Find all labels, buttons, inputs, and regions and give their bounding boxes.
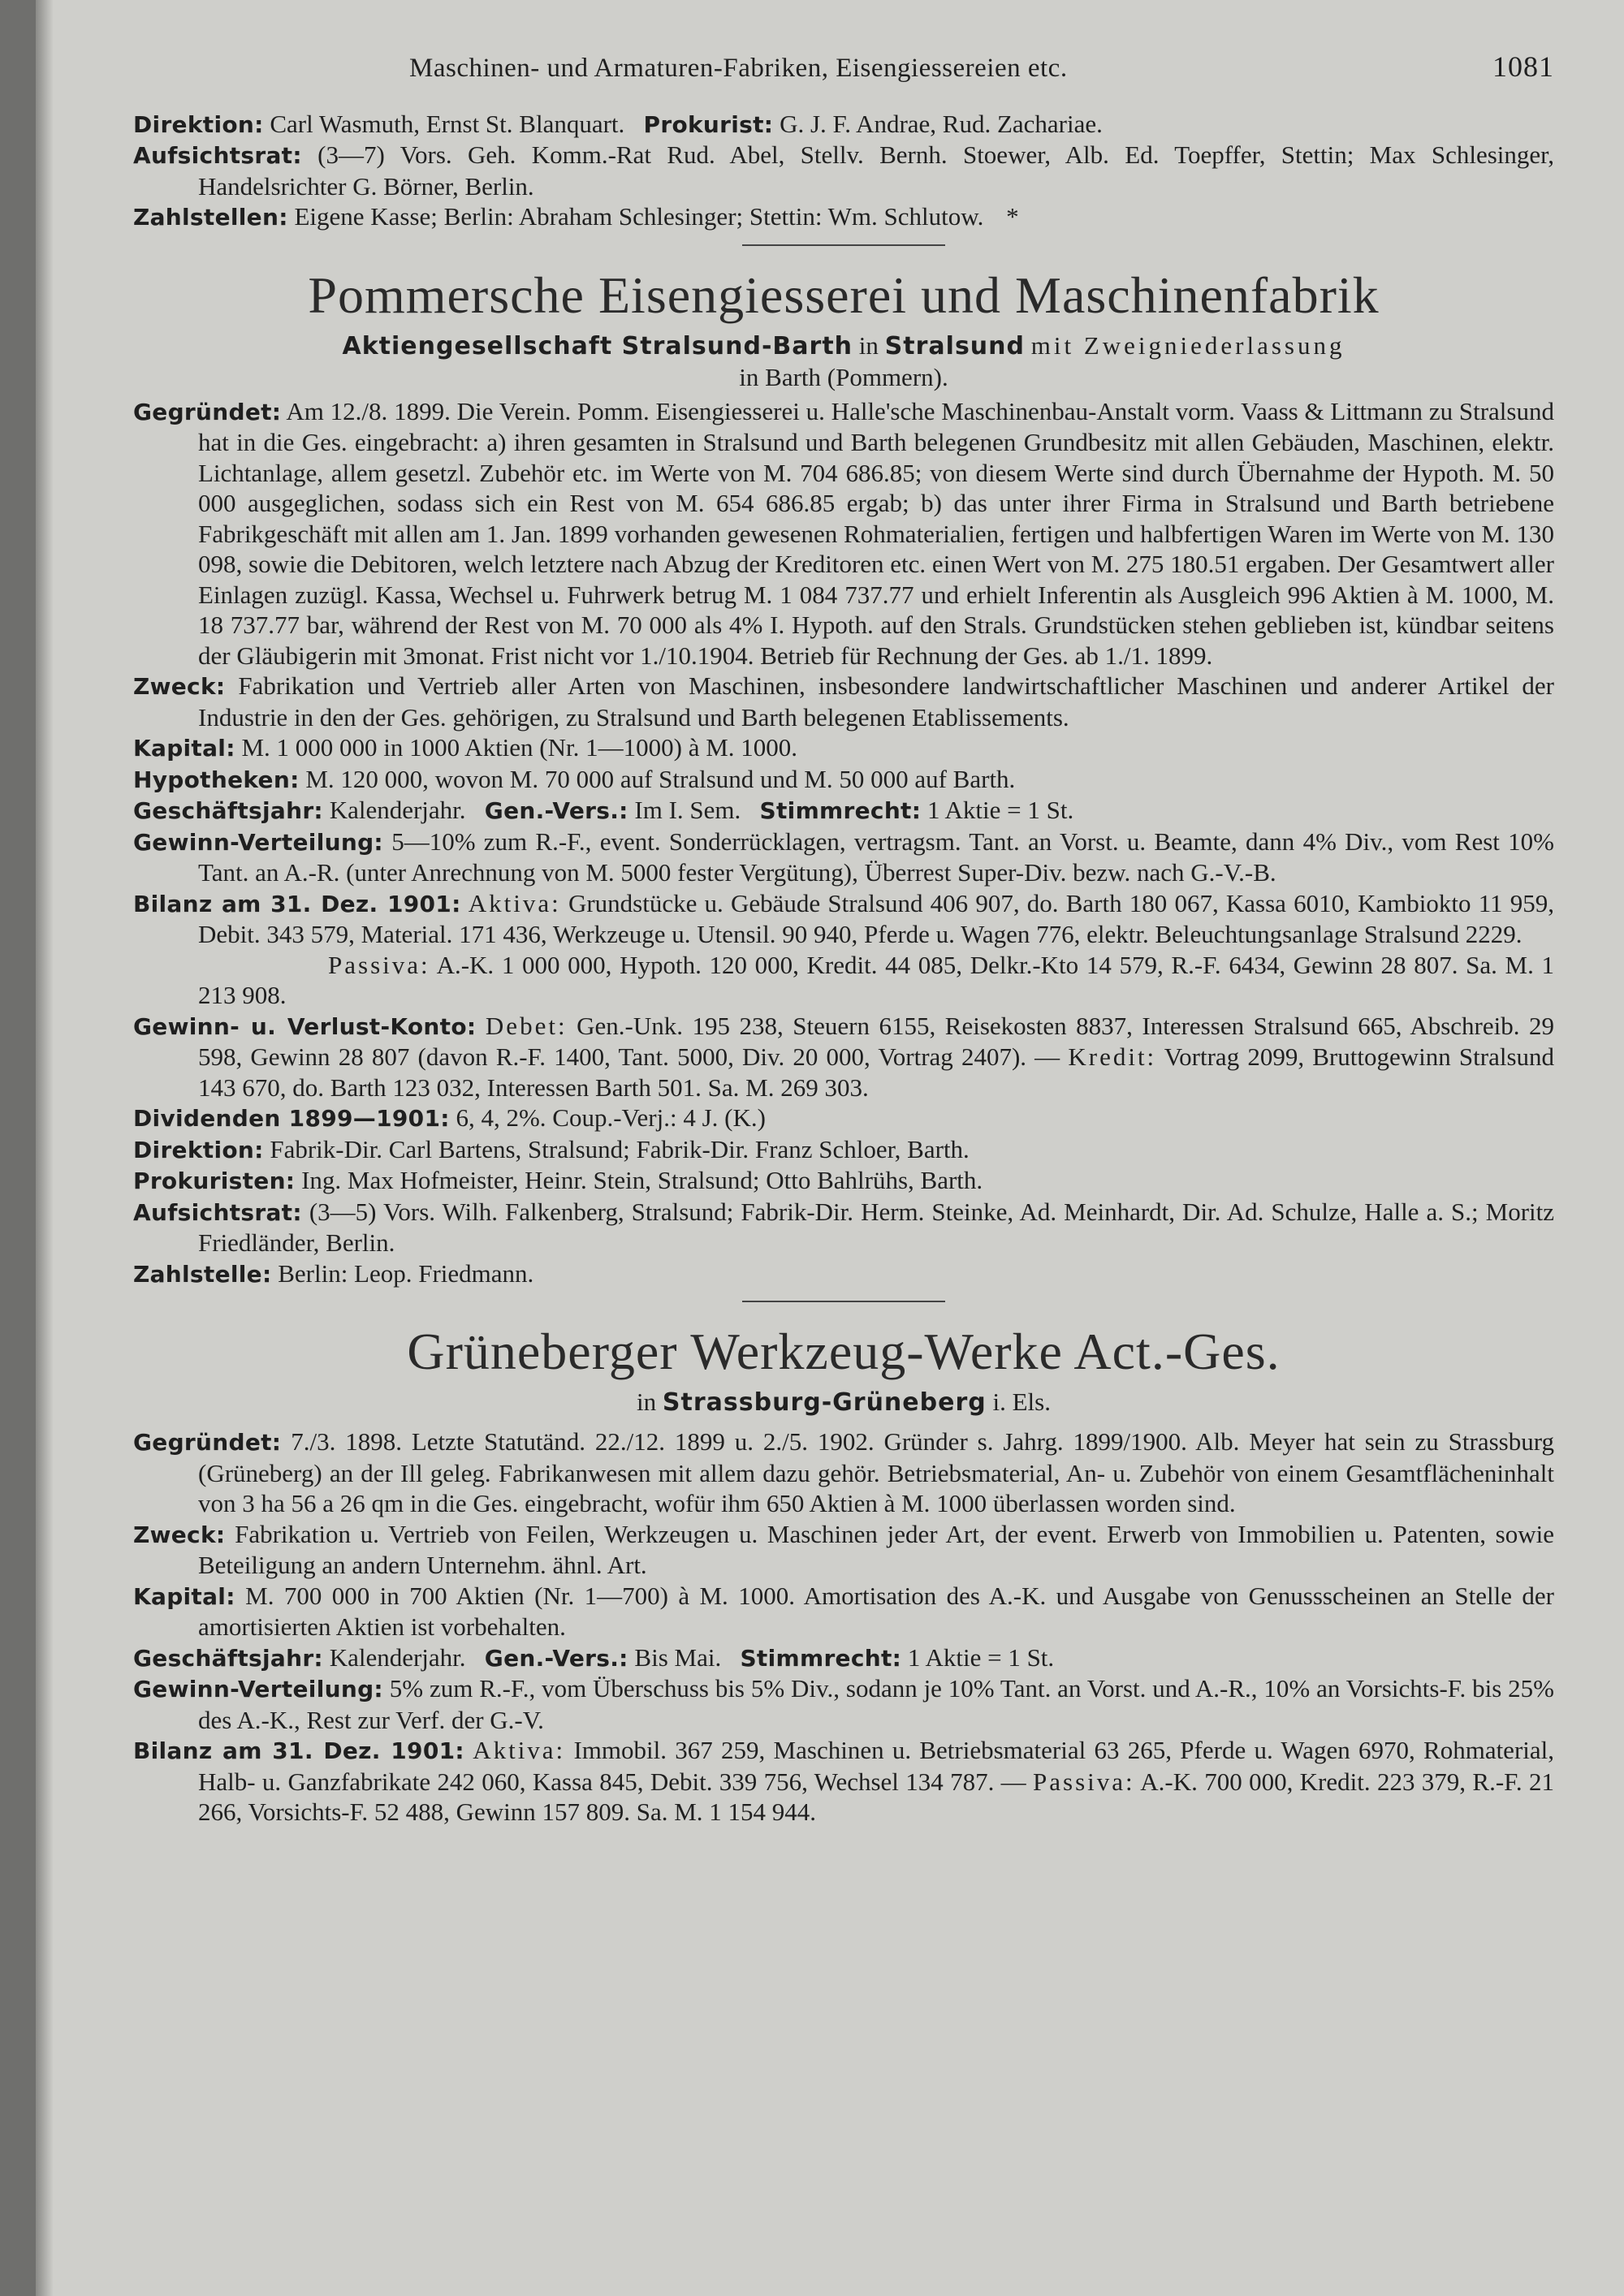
section-divider-2 xyxy=(742,1301,945,1302)
bilanz-entry: Bilanz am 31. Dez. 1901: Aktiva: Grundstücke u. Gebäude Stralsund 406 907, do. Barth 180 067, Kassa 6010, Kambiokto 11 959, Debit. 343 579, Material. 171 436, Werkzeuge u. Utensil. 90 940, Pferde u. Wagen 776, elektr. Beleuchtungsanlage Stralsund 2229. xyxy=(133,888,1554,948)
running-head-title: Maschinen- und Armaturen-Fabriken, Eisengiessereien etc. xyxy=(409,54,1068,83)
zweck-entry: Zweck: Fabrikation und Vertrieb aller Arten von Maschinen, insbesondere landwirtschaftlicher Maschinen und anderer Artikel der Industrie in den der Ges. gehörigen, zu Stralsund und Barth belegenen Etablissements. xyxy=(133,671,1554,732)
page-number: 1081 xyxy=(1492,50,1554,83)
gewinn-verteilung-entry: Gewinn-Verteilung: 5—10% zum R.-F., event. Sonderrücklagen, vertragsm. Tant. an Vorst. u. Beamte, dann 4% Div., vom Rest 10% Tant. an A.-R. (unter Anrechnung von M. 5000 fester Vergütung), Überrest Super-Div. bezw. nach G.-V.-B. xyxy=(133,826,1555,887)
company-subtitle-location: in Barth (Pommern). xyxy=(739,362,948,391)
c2-gewinn-verteilung-entry: Gewinn-Verteilung: 5% zum R.-F., vom Überschuss bis 5% Div., sodann je 10% Tant. an Vorst. und A.-R., 10% an Vorsichts-F. bis 25% des A.-K., Rest zur Verf. der G.-V. xyxy=(133,1674,1555,1734)
direktion-entry: Direktion: Fabrik-Dir. Carl Bartens, Stralsund; Fabrik-Dir. Franz Schloer, Barth. xyxy=(133,1134,970,1163)
dividenden-entry: Dividenden 1899—1901: 6, 4, 2%. Coup.-Verj.: 4 J. (K.) xyxy=(133,1103,766,1132)
page-edge-shadow xyxy=(36,0,54,2296)
company2-subtitle: in Strassburg-Grüneberg i. Els. xyxy=(637,1388,1051,1417)
asterisk-mark: * xyxy=(1006,202,1019,231)
company-title-pommersche: Pommersche Eisengiesserei und Maschinenfabrik xyxy=(308,265,1380,324)
hypotheken-entry: Hypotheken: M. 120 000, wovon M. 70 000 auf Stralsund und M. 50 000 auf Barth. xyxy=(133,764,1016,793)
guv-entry: Gewinn- u. Verlust-Konto: Debet: Gen.-Unk. 195 238, Steuern 6155, Reisekosten 8837, Interessen Stralsund 665, Abschreib. 29 598, Gewinn 28 807 (davon R.-F. 1400, Tant. 5000, Div. 20 000, Vortrag 2407). — Kredit: Vortrag 2099, Bruttogewinn Stralsund 143 670, do. Barth 123 032, Interessen Barth 501. Sa. M. 269 303. xyxy=(133,1011,1555,1102)
gegruendet-entry: Gegründet: Am 12./8. 1899. Die Verein. Pomm. Eisengiesserei u. Halle'sche Maschinenbau-Anstalt vorm. Vaass & Littmann zu Stralsund hat in die Ges. eingebracht: a) ihren gesamten in Stralsund und Barth belegenen Grundbesitz mit allen Gebäuden, Maschinen, elektr. Lichtanlage, allem gesetzl. Zubehör etc. im Werte von M. 704 686.85; von diesem Werte sind durch Übernahme der Hypoth. M. 50 000 ausgeglichen, sodass sich ein Rest von M. 654 686.85 ergab; b) das unter ihrer Firma in Stralsund und Barth betriebene Fabrikgeschäft mit allen am 1. Jan. 1899 vorhanden gewesenen Rohmaterialien, fertigen und halbfertigen Waren im Werte von M. 130 098, sowie die Debitoren, welch letztere nach Abzug der Kreditoren etc. einen Wert von M. 275 180.51 ergaben. Der Gesamtwert aller Einlagen zuzügl. Kassa, Wechsel u. Fuhrwerk betrug M. 1 084 737.77 und erhielt Inferentin als Ausgleich 996 Aktien à M. 1000, M. 18 737.77 bar, während der Rest von M. 70 000 als 4% I. Hypoth. auf den Strals. Grundstücken stehen geblieben ist, kündbar seitens der Gläubigerin mit 3monat. Frist nicht vor 1./10.1904. Betrieb für Rechnung der Ges. ab 1./1. 1899. xyxy=(133,396,1554,670)
prev-direktion: Direktion: Carl Wasmuth, Ernst St. Blanquart. Prokurist: G. J. F. Andrae, Rud. Zachariae. xyxy=(133,109,1103,138)
kapital-entry: Kapital: M. 1 000 000 in 1000 Aktien (Nr. 1—1000) à M. 1000. xyxy=(133,733,798,762)
aufsichtsrat-entry: Aufsichtsrat: (3—5) Vors. Wilh. Falkenberg, Stralsund; Fabrik-Dir. Herm. Steinke, Ad. Meinhardt, Dir. Ad. Schulze, Halle a. S.; Moritz Friedländer, Berlin. xyxy=(133,1197,1555,1257)
zahlstelle-entry: Zahlstelle: Berlin: Leop. Friedmann. xyxy=(133,1258,534,1288)
prev-zahlstellen: Zahlstellen: Eigene Kasse; Berlin: Abraham Schlesinger; Stettin: Wm. Schlutow. * xyxy=(133,202,1019,231)
scanned-page xyxy=(36,0,1624,2296)
prokuristen-entry: Prokuristen: Ing. Max Hofmeister, Heinr. Stein, Stralsund; Otto Bahlrühs, Barth. xyxy=(133,1166,983,1194)
geschaeftsjahr-entry: Geschäftsjahr: Kalenderjahr. Gen.-Vers.: Im I. Sem. Stimmrecht: 1 Aktie = 1 St. xyxy=(133,796,1074,824)
prev-aufsichtsrat: Aufsichtsrat: (3—7) Vors. Geh. Komm.-Rat Rud. Abel, Stellv. Bernh. Stoewer, Alb. Ed. Toepffer, Stettin; Max Schlesinger, Handelsrichter G. Börner, Berlin. xyxy=(133,140,1554,201)
page-content xyxy=(133,52,1554,1828)
c2-gegruendet-entry: Gegründet: 7./3. 1898. Letzte Statutänd. 22./12. 1899 u. 2./5. 1902. Gründer s. Jahrg. 1899/1900. Alb. Meyer hat sein zu Strassburg (Grüneberg) an der Ill geleg. Fabrikanwesen mit allem dazu gehör. Betriebsmaterial, An- u. Zubehör von einem Gesamtflächeninhalt von 3 ha 56 a 26 qm in die Ges. eingebracht, wofür ihm 650 Aktien à M. 1000 überlassen worden sind. xyxy=(133,1427,1555,1517)
company-title-grueneberger: Grüneberger Werkzeug-Werke Act.-Ges. xyxy=(407,1323,1281,1380)
section-divider xyxy=(742,244,945,246)
c2-geschaeftsjahr-entry: Geschäftsjahr: Kalenderjahr. Gen.-Vers.: Bis Mai. Stimmrecht: 1 Aktie = 1 St. xyxy=(133,1642,1055,1672)
c2-kapital-entry: Kapital: M. 700 000 in 700 Aktien (Nr. 1—700) à M. 1000. Amortisation des A.-K. und Ausgabe von Genussscheinen an Stelle der amortisierten Aktien ist vorbehalten. xyxy=(133,1581,1554,1641)
running-head xyxy=(133,52,1554,84)
company-subtitle: Aktiengesellschaft Stralsund-Barth in Stralsund mit Zweigniederlassung xyxy=(342,330,1345,360)
c2-zweck-entry: Zweck: Fabrikation u. Vertrieb von Feilen, Werkzeugen u. Maschinen jeder Art, der event. Erwerb von Immobilien u. Patenten, sowie Beteiligung an andern Unternehm. ähnl. Art. xyxy=(133,1519,1554,1579)
passiva-entry: Passiva: A.-K. 1 000 000, Hypoth. 120 000, Kredit. 44 085, Delkr.-Kto 14 579, R.-F. 6434, Gewinn 28 807. Sa. M. 1 213 908. xyxy=(198,950,1554,1009)
c2-bilanz-entry: Bilanz am 31. Dez. 1901: Aktiva: Immobil. 367 259, Maschinen u. Betriebsmaterial 63 265, Pferde u. Wagen 6970, Rohmaterial, Halb- u. Ganzfabrikate 242 060, Kassa 845, Debit. 339 756, Wechsel 134 787. — Passiva: A.-K. 700 000, Kredit. 223 379, R.-F. 21 266, Vorsichts-F. 52 488, Gewinn 157 809. Sa. M. 1 154 944. xyxy=(133,1736,1555,1826)
